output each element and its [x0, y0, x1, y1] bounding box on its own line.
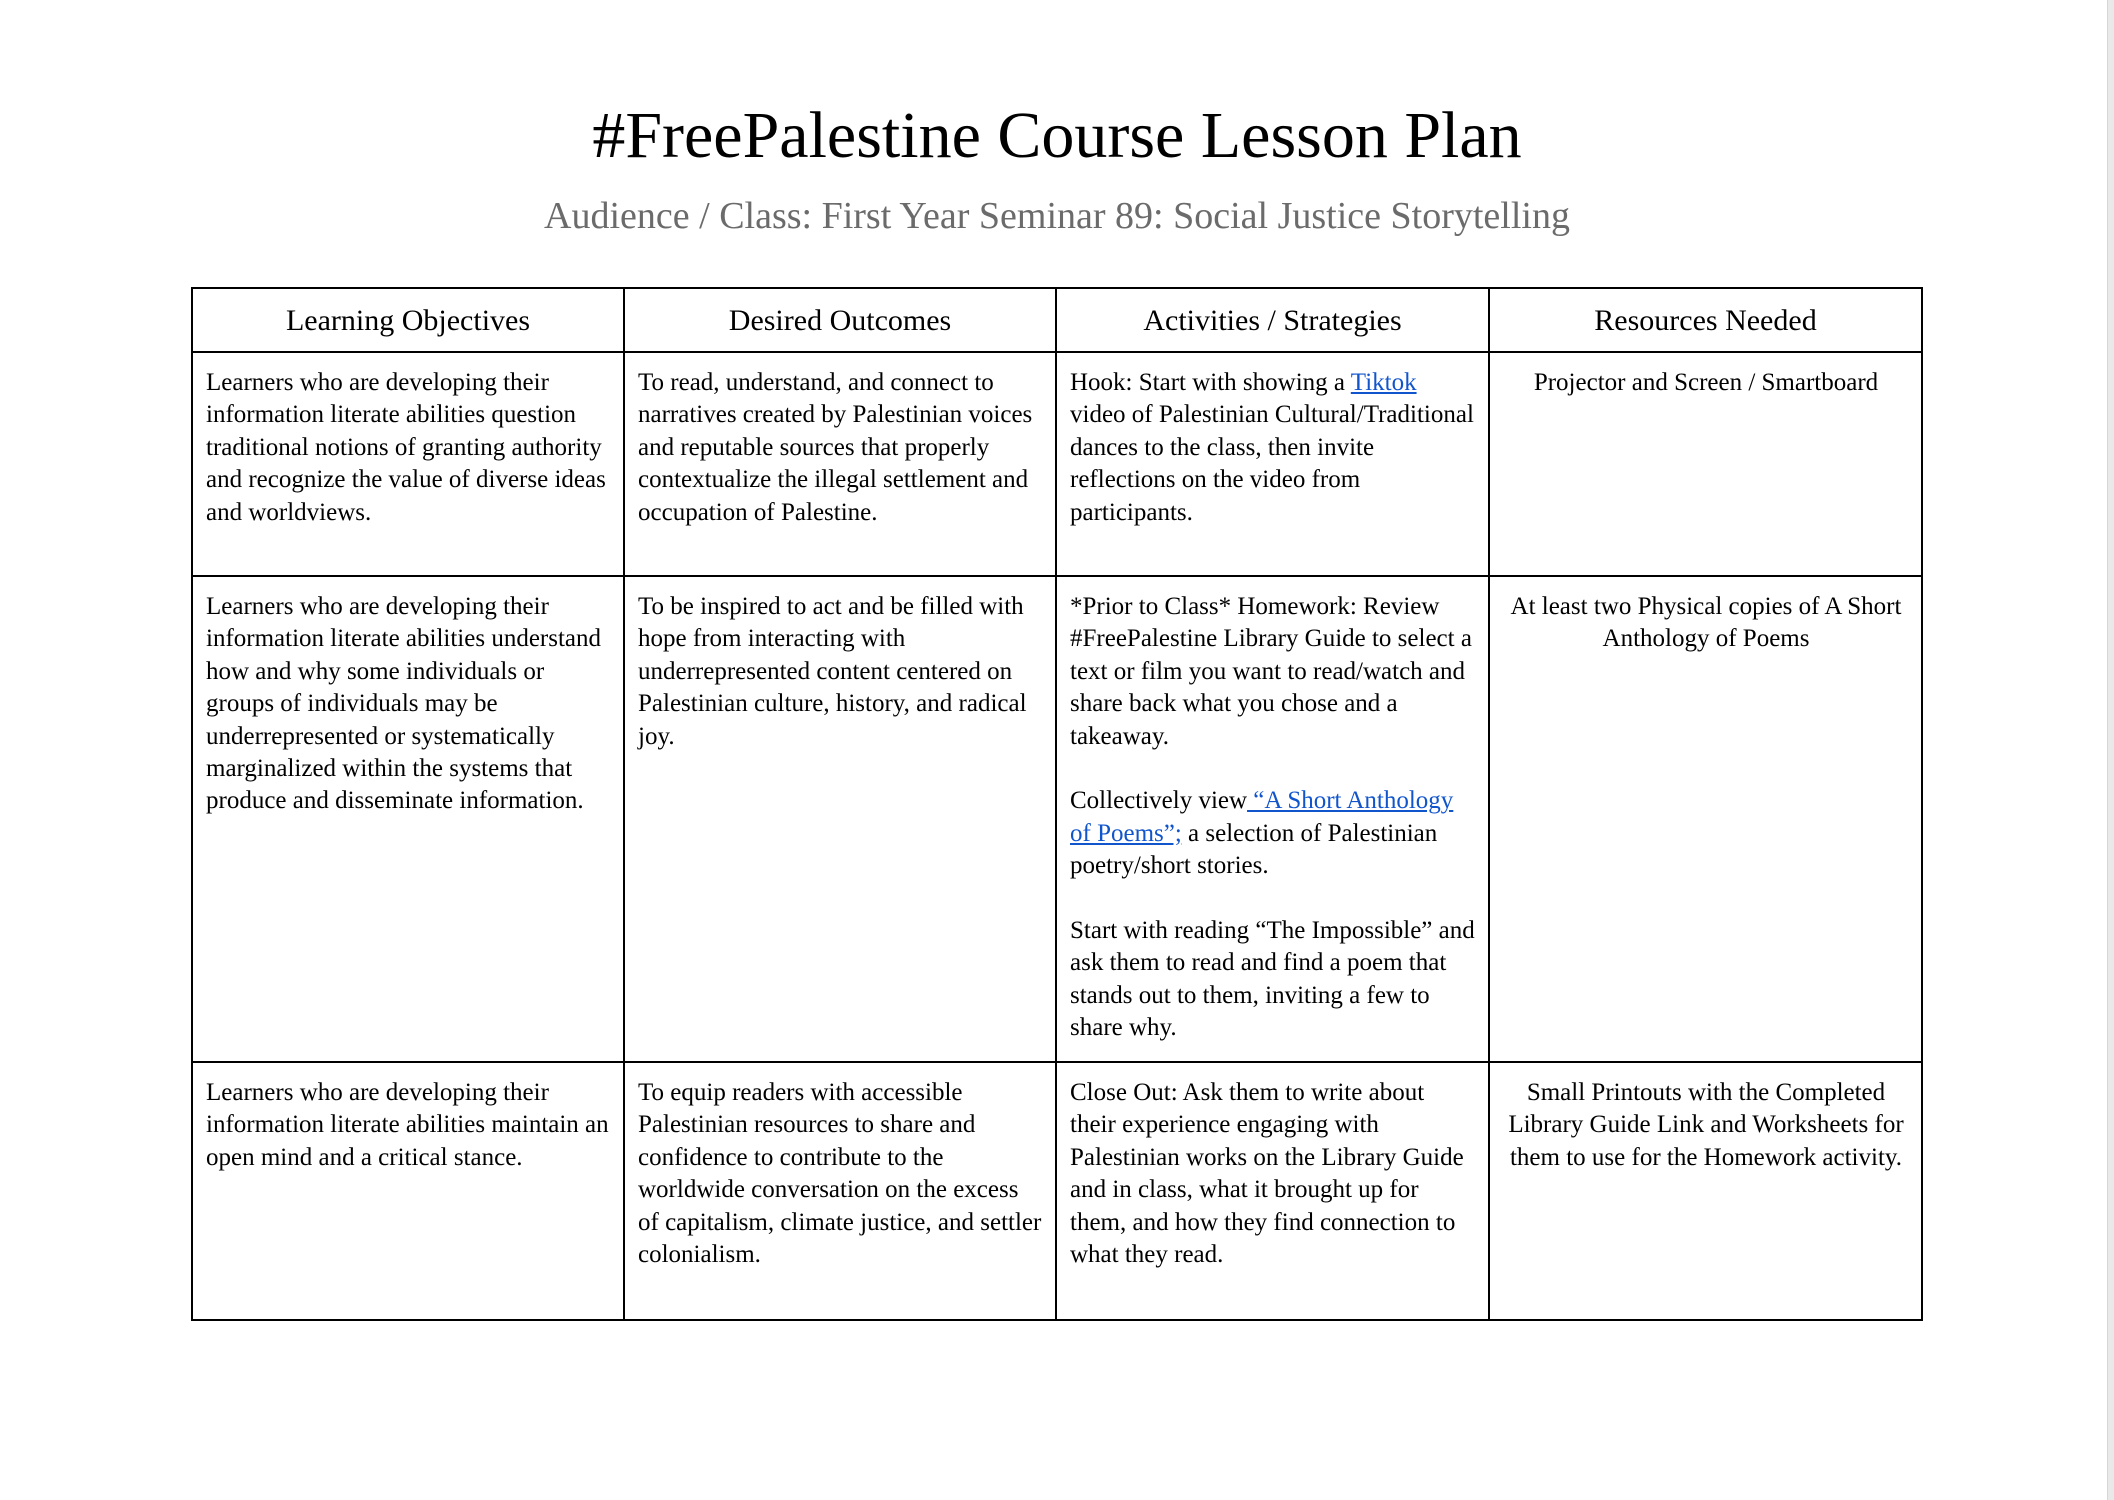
- header-desired-outcomes: Desired Outcomes: [624, 288, 1056, 352]
- table-row: [192, 576, 1922, 1062]
- header-activities-strategies: Activities / Strategies: [1056, 288, 1489, 352]
- outcome-cell: To read, understand, and connect to narratives created by Palestinian voices and reputable sources that properly contextualize the illegal settlement and occupation of Palestine.: [624, 352, 1056, 576]
- activity-view-paragraph: [1070, 785, 1476, 882]
- activity-text: a selection of Palestinian poetry/short stories.: [1070, 819, 1438, 880]
- activity-text: video of Palestinian Cultural/Traditional dances to the class, then invite reflections on the video from participants.: [1070, 401, 1474, 526]
- page-subtitle: Audience / Class: First Year Seminar 89: Social Justice Storytelling: [544, 195, 1570, 237]
- activity-cell: [1056, 352, 1489, 576]
- objective-cell: Learners who are developing their information literate abilities understand how and why some individuals or groups of individuals may be underrepresented or systematically marginalized within the systems that produce and disseminate information.: [192, 576, 624, 1062]
- window-edge: [2107, 0, 2114, 1500]
- activity-cell: [1056, 576, 1489, 1062]
- objective-cell: Learners who are developing their information literate abilities question traditional notions of granting authority and recognize the value of diverse ideas and worldviews.: [192, 352, 624, 576]
- outcome-cell: To equip readers with accessible Palestinian resources to share and confidence to contribute to the worldwide conversation on the excess of capitalism, climate justice, and settler colonialism.: [624, 1062, 1056, 1320]
- table-row: [192, 352, 1922, 576]
- lesson-plan-table: [191, 287, 1923, 1321]
- activity-text: Collectively view: [1070, 787, 1248, 815]
- outcome-cell: To be inspired to act and be filled with hope from interacting with underrepresented content centered on Palestinian culture, history, and radical joy.: [624, 576, 1056, 1062]
- tiktok-link[interactable]: Tiktok: [1350, 369, 1417, 396]
- header-resources-needed: Resources Needed: [1489, 288, 1922, 352]
- objective-cell: Learners who are developing their information literate abilities maintain an open mind and a critical stance.: [192, 1062, 624, 1320]
- activity-reading-paragraph: Start with reading “The Impossible” and ask them to read and find a poem that stands out to them, inviting a few to share why.: [1070, 917, 1475, 1042]
- activity-text: Hook: Start with showing a: [1070, 369, 1351, 396]
- resource-cell: Projector and Screen / Smartboard: [1489, 352, 1922, 576]
- resource-cell: Small Printouts with the Completed Library Guide Link and Worksheets for them to use for the Homework activity.: [1489, 1062, 1922, 1320]
- resource-cell: At least two Physical copies of A Short Anthology of Poems: [1489, 576, 1922, 1062]
- table-row: [192, 1062, 1922, 1320]
- table-header-row: [192, 288, 1922, 352]
- header-learning-objectives: Learning Objectives: [192, 288, 624, 352]
- activity-homework-paragraph: *Prior to Class* Homework: Review #FreePalestine Library Guide to select a text or film you want to read/watch and share back what you chose and a takeaway.: [1070, 593, 1472, 750]
- paragraph-spacer: [1070, 883, 1476, 915]
- paragraph-spacer: [1070, 753, 1476, 785]
- page-title: #FreePalestine Course Lesson Plan: [592, 99, 1522, 172]
- anthology-link[interactable]: “A Short Anthology of Poems”;: [1070, 787, 1454, 847]
- activity-cell: Close Out: Ask them to write about their experience engaging with Palestinian works on the Library Guide and in class, what it brought up for them, and how they find connection to what they read.: [1056, 1062, 1489, 1320]
